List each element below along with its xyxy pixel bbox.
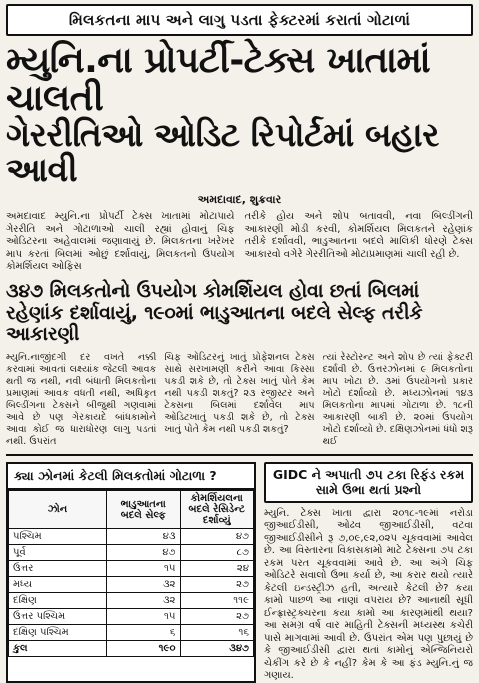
residential-cell: ૨૪ xyxy=(180,561,254,577)
total-residential-cell: ૩૪૭ xyxy=(180,641,254,657)
subheadline: ૩૪૭ મિલકતોનો ઉપયોગ કોમર્શિયલ હોવા છતાં બિલમાં રહેણાંક દર્શાવાયું, ૧૯૦માં ભાડુઆતના બદલે સેલ્ફ તરીકે આકારણી xyxy=(6,279,423,346)
self-cell: ૩૨ xyxy=(107,593,181,609)
table-row xyxy=(9,529,254,545)
zone-cell: દક્ષિણ xyxy=(9,593,107,609)
residential-cell: ૨૭ xyxy=(180,577,254,593)
residential-cell: ૧૬ xyxy=(180,625,254,641)
zone-cell: દક્ષિણ પશ્ચિમ xyxy=(9,625,107,641)
table-row xyxy=(9,545,254,561)
table-row xyxy=(9,561,254,577)
dateline: અમદાવાદ, શુક્રવાર xyxy=(197,193,282,207)
table-row xyxy=(9,593,254,609)
residential-cell: ૧૧૯ xyxy=(180,593,254,609)
zone-cell: ઉત્તર xyxy=(9,561,107,577)
table-header-zone: ઝોન xyxy=(9,491,107,529)
gidc-title: GIDC ને અપાતી ૭૫ ટકા રિફંડ રકમ સામે ઉભા થતાં પ્રશ્નો xyxy=(264,462,473,503)
total-zone-cell: કુલ xyxy=(9,641,107,657)
zone-cell: ઉત્તર પશ્ચિમ xyxy=(9,609,107,625)
self-cell: ૧૫ xyxy=(107,609,181,625)
section-rule xyxy=(6,454,473,456)
zone-table-box xyxy=(6,462,256,683)
body-col-2: ચિફ ઓડિટરનું ખાતું પ્રોફેશનલ ટેક્સ સાથે સરખામણી કરીને આવા કિસ્સા પકડી શકે છે, તો ટેક્સ ખાતું પોતે કેમ નથી પકડી શકતું? ૨૩ રજીસ્ટર અને ટેક્સના બિલમાં દર્શાવેલ માપ ઓડિટખાતું પકડી શકે છે, તો ટેક્સ ખાતું પોતે કેમ નથી પકડી શકતું? xyxy=(164,352,315,436)
zone-cell: પૂર્વ xyxy=(9,545,107,561)
table-header-row xyxy=(9,491,254,529)
headline xyxy=(6,42,473,188)
total-self-cell: ૧૯૦ xyxy=(107,641,181,657)
self-cell: ૬ xyxy=(107,625,181,641)
zone-cell: મધ્ય xyxy=(9,577,107,593)
self-cell: ૩૨ xyxy=(107,577,181,593)
headline-line-2: ગેરરીતિઓ ઓડિટ રિપોર્ટમાં બહાર આવી xyxy=(6,115,439,190)
kicker-banner: મિલકતના માપ અને લાગુ પડતા ફેક્ટરમાં કરાતાં ગોટાળાં xyxy=(6,4,473,36)
table-header-residential: કોમર્શિયલના બદલે રેસિડેન્ટ દર્શાવ્યું xyxy=(180,491,254,529)
table-row xyxy=(9,609,254,625)
lead-right: તરીકે હોય અને શોપ બતાવવી, નવા બિલ્ડીંગની આકારણી મોડી કરવી, કોમર્શિયલ મિલકતને રહેણાંક તરીકે દર્શાવવી, ભાડુઆતના બદલે માલિકી ધોરણે ટેક્સ આકારવો વગેરે ગેરરીતિઓ મોટાપ્રમાણમાં ચાલી રહી છે. xyxy=(244,211,473,260)
gidc-body: મ્યુનિ. ટેક્સ ખાતા દ્વારા ૨૦૧૮-૧૯માં નરોડા જીઆઈડીસી, ઓઢવ જીઆઈડીસી, વટવા જીઆઈડીસીને રૂ ૭,૦૯,૯૨,૦૨૫ ચૂકવવામાં આવેલ છે. આ વિસ્તારના વિકાસકામો માટે ટેક્સના ૭૫ ટકા રકમ પરત ચૂકવવામાં આવે છે. આ અંગે ચિફ ઓડિટરે સવાલો ઉભા કર્યા છે, આ કરાર થયો ત્યારે કેટલી ઇન્ડસ્ટ્રીઝ હતી, અત્યારે કેટલી છે? કયા કામો પાછળ આ નાણાં વપરાય છે? આનાથી સૂધી ઈન્ફ્રાસ્ટ્રક્ચરના કયા કામો આ કારણમાંથી થયા? આ સમગ્ર વર્ષ વાર માહિતી ટેક્સની મધ્યસ્થ કચેરી પાસે માગવામાં આવી છે. ઉપરાંત એમ પણ પુછાયું છે કે જીઆઈડીસી દ્વારા થતાં કામોનું એન્જિનિયરો ચેકીંગ કરે છે કે નહીં? કેમ કે આ ફંડ મ્યુનિ.નું જ ગણાય. xyxy=(264,507,473,682)
table-title: ક્યા ઝોનમાં કેટલી મિલકતોમાં ગોટાળા ? xyxy=(8,464,254,490)
body-col-3: ત્યાં રેસ્ટોરન્ટ અને શોપ છે ત્યાં ફેક્ટરી દર્શાવી છે. ઉત્તરઝોનમાં ૯ મિલકતોના માપ ખોટા છે. ૩માં ઉપયોગનો પ્રકાર ખોટો દર્શાવ્યો છે. મધ્યઝોનમાં ૧૪૩ મિલકતોના માપમાં ગોટાળા છે. ૧૮ની આકારણી બાકી છે. ૨૦માં ઉપયોગ ખોટો દર્શાવ્યો છે. દક્ષિણઝોનમાં ધંધો શરૂ થઈ xyxy=(322,352,473,448)
table-row xyxy=(9,625,254,641)
residential-cell: ૮૭ xyxy=(180,545,254,561)
body-columns xyxy=(6,352,473,448)
zone-cell: પશ્ચિમ xyxy=(9,529,107,545)
table-header-self: ભાડુઆતના બદલે સેલ્ફ xyxy=(107,491,181,529)
residential-cell: ૨૭ xyxy=(180,609,254,625)
headline-line-1: મ્યુનિ.ના પ્રોપર્ટી-ટેક્સ ખાતામાં ચાલતી xyxy=(6,40,431,120)
self-cell: ૪૩ xyxy=(107,529,181,545)
gidc-sidebar xyxy=(264,462,473,683)
self-cell: ૪૭ xyxy=(107,545,181,561)
lead-columns xyxy=(6,211,473,274)
lead-left: અમદાવાદ મ્યુનિ.ના પ્રોપર્ટી ટેક્સ ખાતામાં મોટાપાયે ગેરરીતિ અને ગોટાળાઓ ચાલી રહ્યાં હોવાનું ચિફ ઓડિટરના અહેવાલમાં જણાવાયું છે. મિલકતના ખરેખર માપ કરતાં બિલમાં ઓછું દર્શાવાયું, મિલકતનો ઉપયોગ કોમર્શિયલ ઓફિસ xyxy=(6,211,235,273)
body-col-1: મ્યુનિ.નાજીંદગી દર વખતે નક્કી કરવામાં આવતાં લક્ષ્યાંક જેટલી આવક થતી જ નથી, નવી બંધાતી મિલકતોના પ્રમાણમાં આવક વધતી નથી, અધિકૃત બિલ્ડીંગના ટેક્સને બીજુથી ગણવામાં આવે છે પણ ગેરકાયદે બાંધકામોને આવા કોઈ જ ધારાધોરણ લાગુ પડતાં નથી. ઉપરાંત xyxy=(6,352,157,448)
residential-cell: ૪૭ xyxy=(180,529,254,545)
self-cell: ૧૫ xyxy=(107,561,181,577)
zone-table xyxy=(8,490,254,657)
table-total-row xyxy=(9,641,254,657)
bottom-section xyxy=(6,462,473,683)
